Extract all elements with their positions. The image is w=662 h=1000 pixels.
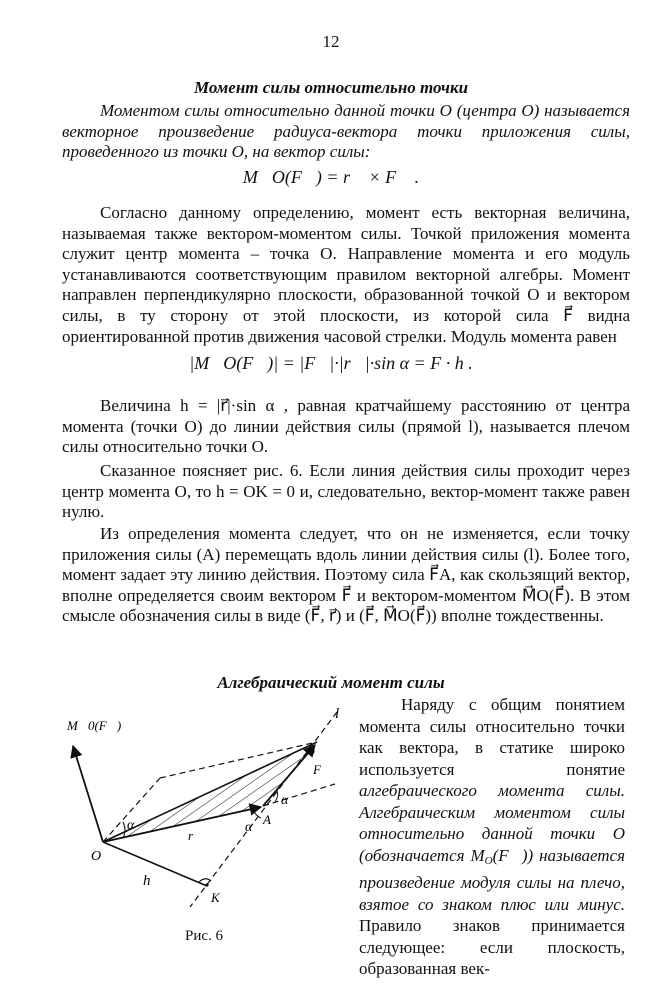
label-alpha-mid: α (245, 820, 253, 835)
paragraph-lever-arm: Величина h = |r⃗|·sin α , равная кратчайшему расстоянию от центра момента (точки O) до линии действия силы (прямой l), называется плечом силы относительно точки O. (62, 396, 630, 457)
angle-arc-A-mid (253, 808, 261, 818)
right-angle-dot (205, 883, 208, 886)
col-plain-2: Правило знаков принимается следующее: если плоскость, образованная век- (359, 916, 625, 978)
label-A: A (263, 812, 271, 827)
label-O: O (91, 849, 102, 864)
label-K: K (211, 890, 220, 905)
label-F: F⃗ (313, 762, 332, 777)
figure-6 (55, 700, 355, 920)
label-h: h (143, 873, 151, 889)
paragraph-figure-explanation: Сказанное поясняет рис. 6. Если линия действия силы проходит через центр момента O, то h = OK = 0 и, следовательно, вектор-момент также равен нулю. (62, 461, 630, 522)
paragraph-sliding-vector: Из определения момента следует, что он не изменяется, если точку приложения силы (A) перемещать вдоль линии действия силы (l). Более того, момент задает эту линию действия. Поэтому сила F⃗A, как скользящий вектор, вполне определяется своим вектором F⃗ и вектором-моментом M⃗O(F⃗). В этом смысле обозначения силы в виде (F⃗, r⃗) и (F⃗, M⃗O(F⃗)) вполне тождественны. (62, 524, 630, 626)
column-text-algebraic (359, 694, 625, 980)
label-alpha-top: α (281, 793, 289, 808)
label-l: l (335, 706, 340, 722)
label-r: r⃗ (188, 828, 204, 843)
figure-6-diagram (55, 700, 355, 920)
label-moment: M⃗0(F⃗) (67, 718, 122, 733)
page-number: 12 (322, 32, 340, 51)
formula-moment-cross: M⃗O(F⃗) = r⃗ × F⃗ . (242, 167, 420, 187)
label-alpha-O: α (127, 818, 135, 833)
col-plain-1: Наряду с общим понятием момента силы относительно точки как вектора, в статике широко используется понятие (359, 695, 625, 779)
line-O-B (103, 742, 317, 842)
figure-caption: Рис. 6 (185, 928, 224, 944)
definition-paragraph: Моментом силы относительно данной точки О (центра О) называется векторное произведение радиуса-вектора точки приложения силы, проведенного из точки О, на вектор силы: (62, 101, 630, 162)
lever-arm-h (103, 842, 207, 886)
col-italic-1-rest: (F⃗)) называется произведение модуля силы на плечо, взятое со знаком плюс или минус. (359, 845, 626, 914)
label-B: B (307, 742, 315, 757)
col-italic-1: алгебраического момента силы. Алгебраическим моментом силы относительно данной точки O (обозначается M (359, 781, 625, 865)
section-title-algebraic: Алгебраический момент силы (217, 673, 445, 692)
section-title-moment: Момент силы относительно точки (193, 78, 469, 97)
formula-moment-modulus: |M⃗O(F⃗)| = |F⃗|·|r⃗|·sin α = F · h . (189, 353, 473, 373)
col-italic-1-sub: O (484, 854, 493, 867)
moment-vector (73, 746, 103, 842)
paragraph-vector-moment: Согласно данному определению, момент есть векторная величина, называемая также вектором-моментом силы. Точкой приложения момента служит центр момента – точка O. Направление момента и его модуль устанавливаются соответствующим правилом векторной алгебры. Момент направлен перпендикулярно плоскости, образованной точкой O и вектором силы, в ту сторону от этой плоскости, из которой сила F⃗ видна ориентированной против движения часовой стрелки. Модуль момента равен (62, 203, 630, 346)
